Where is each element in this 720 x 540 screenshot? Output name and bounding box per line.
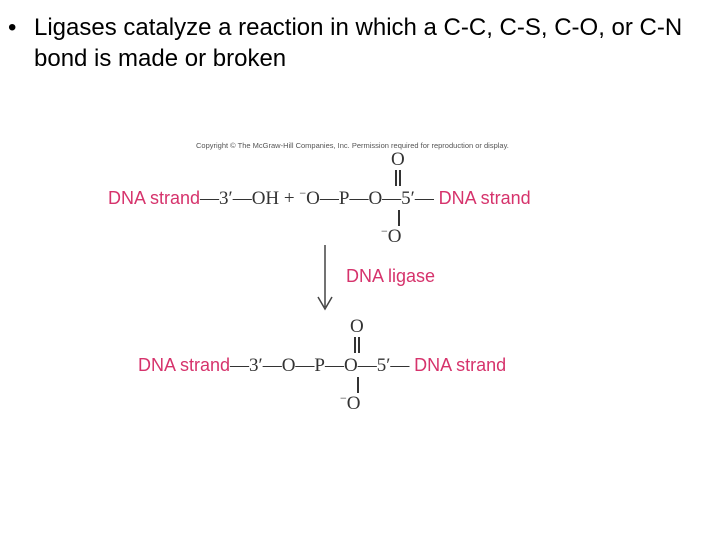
- reactant-bottom-charge: −: [381, 224, 388, 238]
- reactant-single-bond: [398, 210, 400, 226]
- bullet-symbol: •: [8, 14, 17, 41]
- product-bottom-charge: −: [340, 391, 347, 405]
- product-top-oxygen: O: [350, 316, 364, 337]
- reactant-left-strand: DNA strand: [108, 188, 201, 208]
- reaction-arrow-icon: [315, 243, 335, 313]
- phosphate-charge: −: [299, 186, 307, 200]
- reactant-double-bond: [395, 170, 401, 186]
- reactant-right-strand: DNA strand: [438, 188, 531, 208]
- product-single-bond: [357, 377, 359, 393]
- enzyme-label: DNA ligase: [346, 266, 436, 286]
- product-double-bond: [354, 337, 360, 353]
- reactant-phosphate: O—P—O—5′—: [306, 188, 434, 209]
- reactant-bottom-oxygen-group: [381, 224, 402, 248]
- product-left-strand: DNA strand: [138, 355, 231, 375]
- product-bottom-oxygen-group: [340, 391, 361, 415]
- reactant-row: [108, 188, 531, 210]
- bullet-point: [8, 12, 716, 74]
- product-backbone: —3′—O—P—O—5′—: [230, 355, 410, 376]
- bullet-text: Ligases catalyze a reaction in which a C-C, C-S, C-O, or C-N bond is made or broken: [34, 14, 683, 72]
- product-right-strand: DNA strand: [414, 355, 507, 375]
- reactant-left-group: —3′—OH +: [200, 188, 295, 209]
- product-row: [138, 355, 506, 376]
- product-bottom-oxygen: O: [346, 393, 361, 414]
- reactant-top-oxygen: O: [391, 149, 405, 170]
- reactant-bottom-oxygen: O: [387, 226, 402, 247]
- copyright-notice: Copyright © The McGraw-Hill Companies, Inc. Permission required for reproduction or display.: [196, 141, 509, 150]
